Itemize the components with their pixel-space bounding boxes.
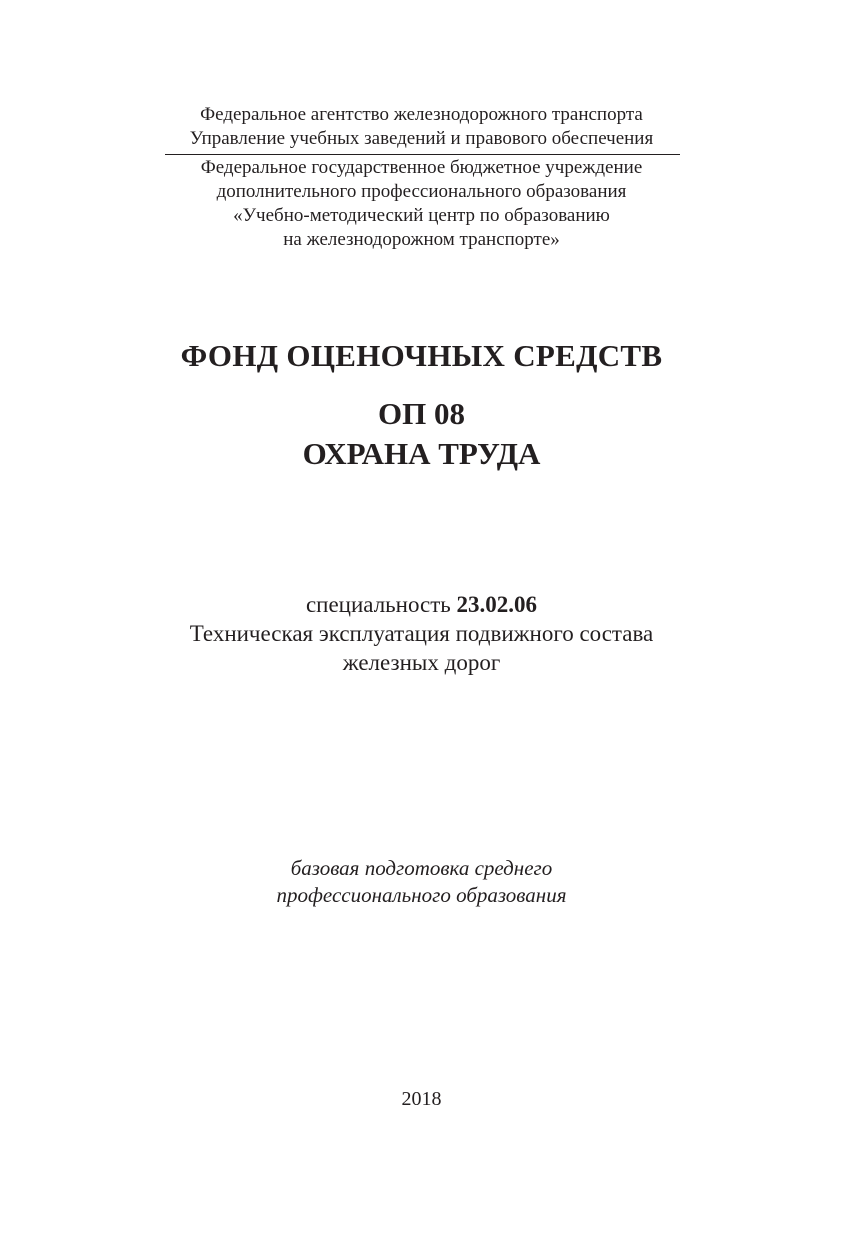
course-heading xyxy=(0,394,843,474)
header-divider xyxy=(165,154,680,155)
education-level-line-1: базовая подготовка среднего xyxy=(290,856,553,880)
specialty-label: специальность xyxy=(305,592,451,617)
institution-header xyxy=(0,156,843,252)
document-title-text: ФОНД ОЦЕНОЧНЫХ СРЕДСТВ xyxy=(180,338,663,373)
specialty-code: 23.02.06 xyxy=(456,592,538,617)
education-level-line-2: профессионального образования xyxy=(276,883,567,907)
course-code: ОП 08 xyxy=(378,396,465,431)
institution-line-2: дополнительного профессионального образования xyxy=(216,181,627,202)
agency-name: Федеральное агентство железнодорожного транспорта xyxy=(200,104,643,125)
agency-header xyxy=(0,103,843,151)
publication-year xyxy=(0,1087,843,1111)
specialty-block xyxy=(0,590,843,677)
institution-line-1: Федеральное государственное бюджетное учреждение xyxy=(200,157,643,178)
document-title xyxy=(0,338,843,374)
course-name: ОХРАНА ТРУДА xyxy=(302,436,541,471)
institution-line-3: «Учебно-методический центр по образованию xyxy=(233,205,610,226)
specialty-name-line-1: Техническая эксплуатация подвижного состава xyxy=(189,621,654,646)
department-name: Управление учебных заведений и правового обеспечения xyxy=(189,128,654,149)
publication-year-text: 2018 xyxy=(401,1088,442,1110)
education-level xyxy=(0,855,843,909)
specialty-name-line-2: железных дорог xyxy=(342,650,501,675)
specialty-label-line xyxy=(0,590,843,619)
institution-line-4: на железнодорожном транспорте» xyxy=(283,229,560,250)
